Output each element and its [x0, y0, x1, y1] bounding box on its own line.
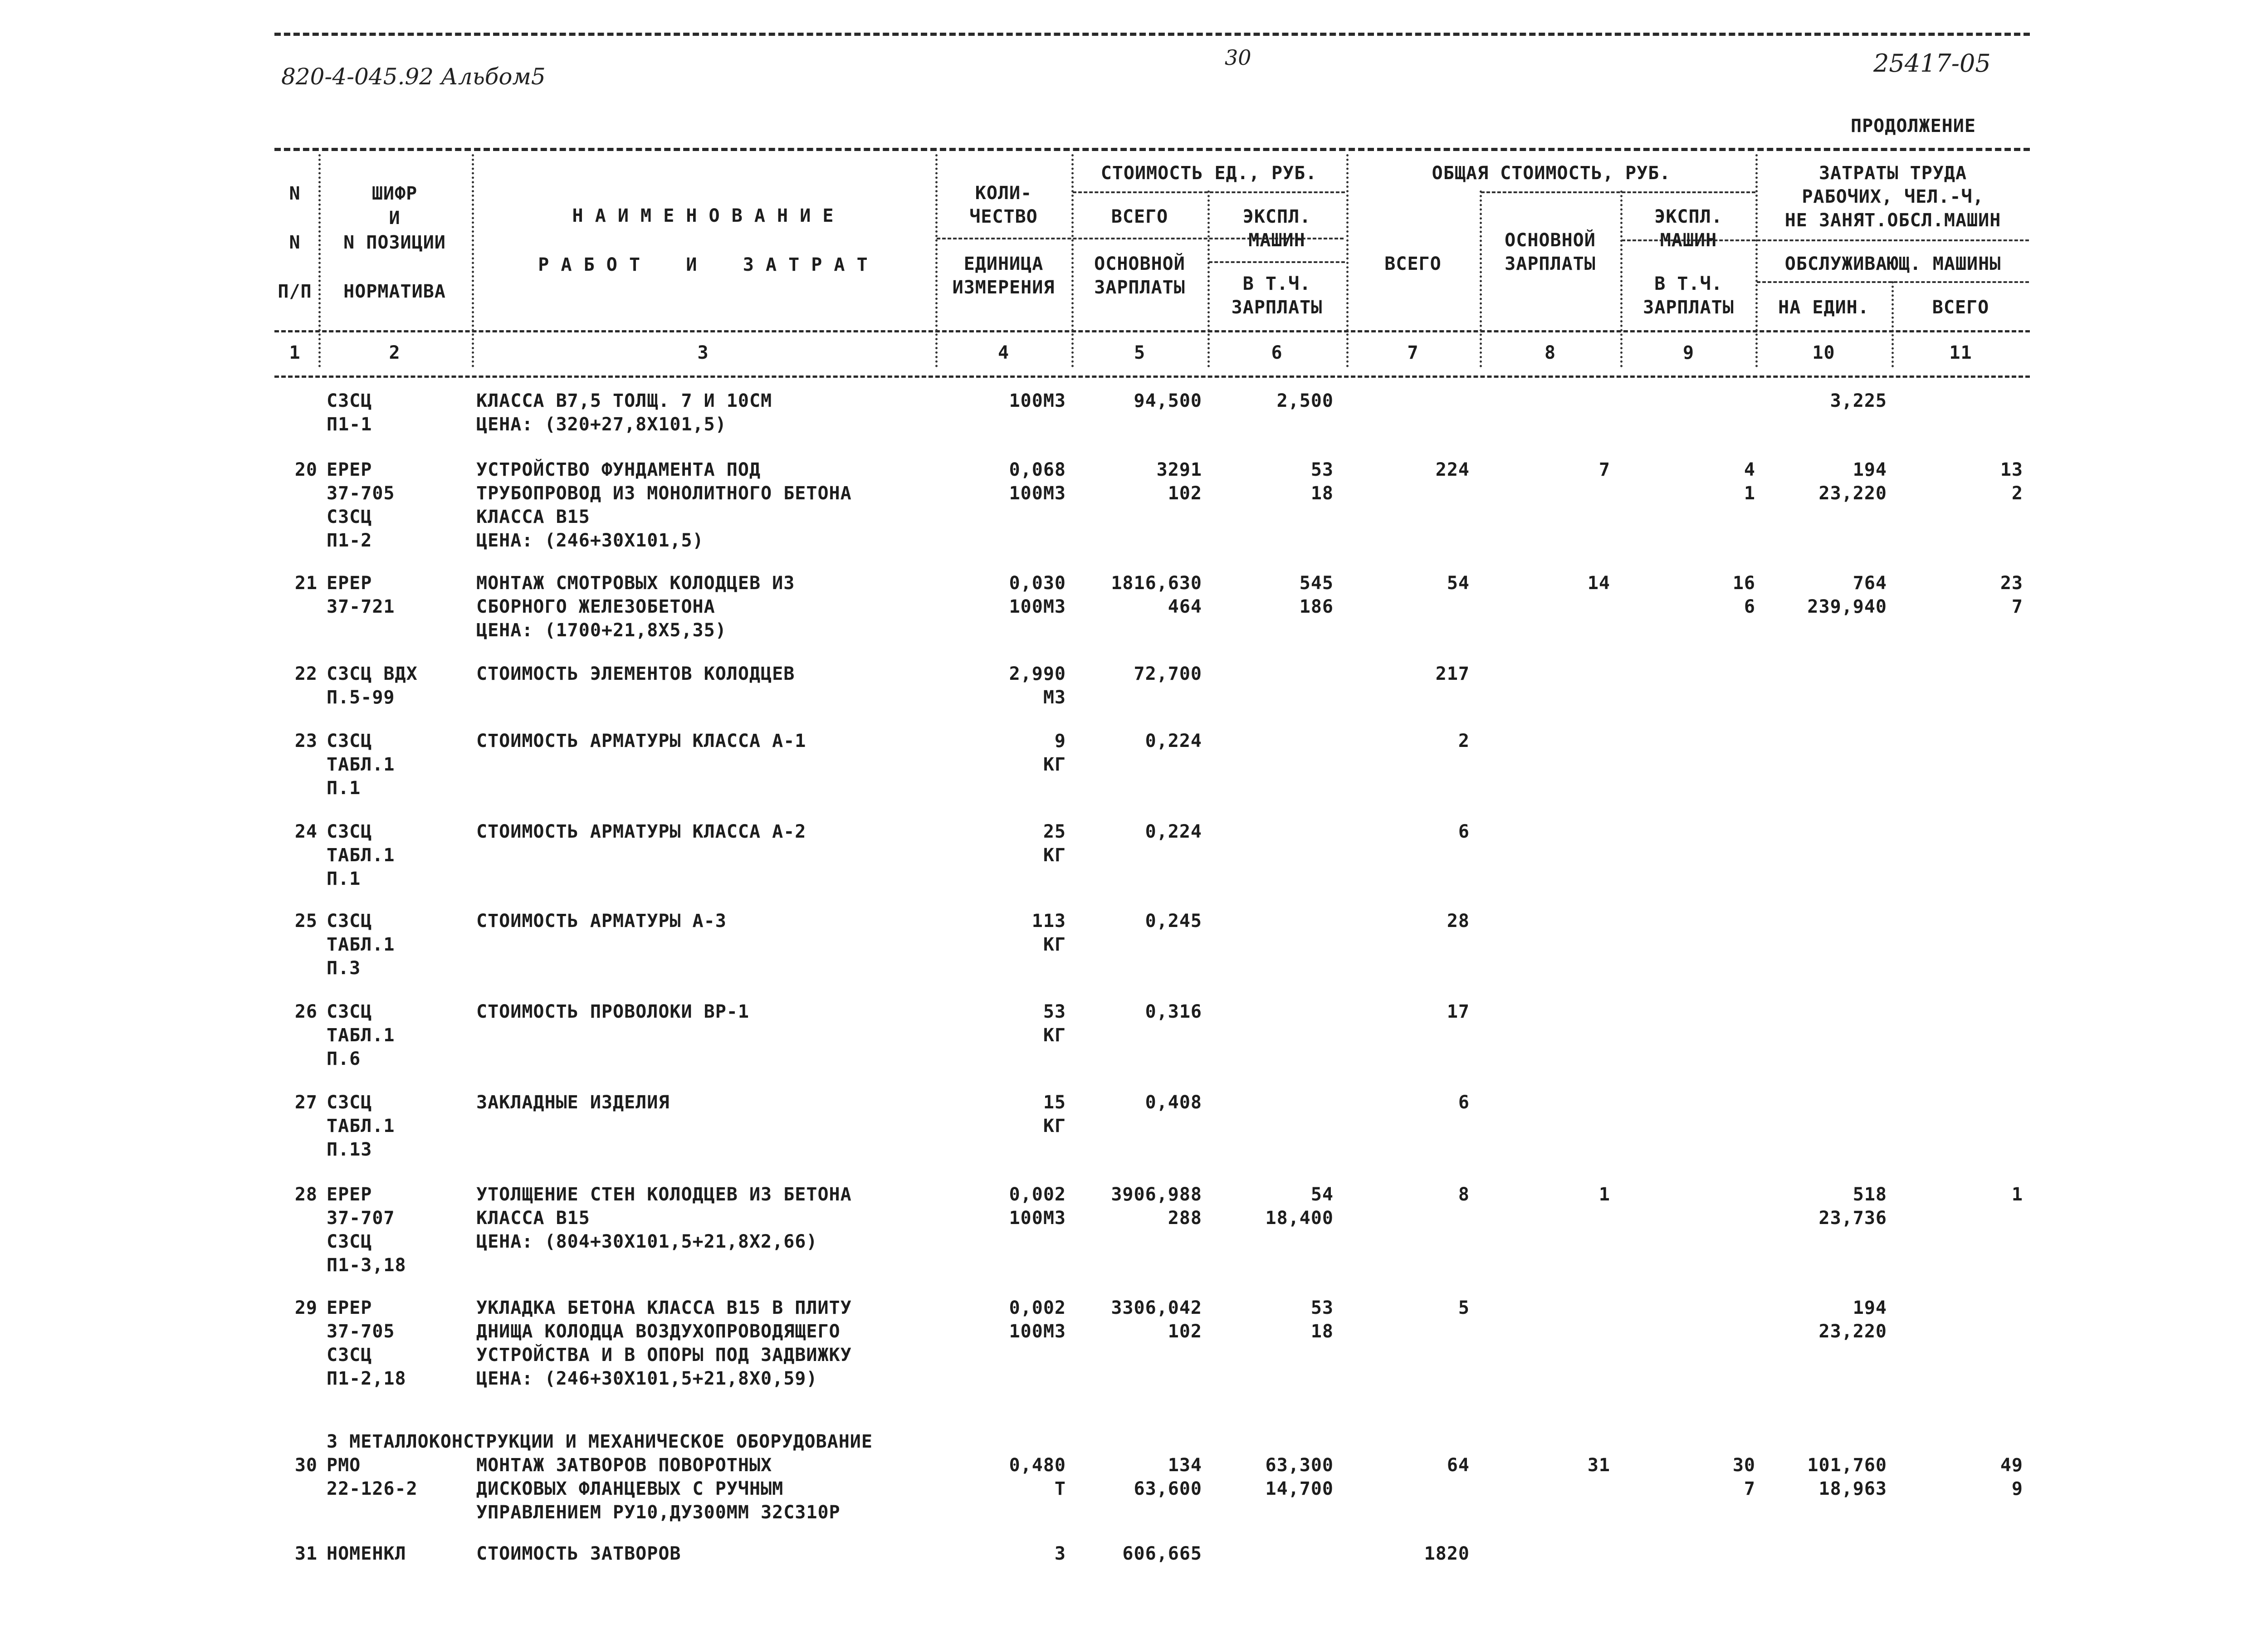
cell-total-all: 54: [1447, 573, 1470, 594]
cell-total-base: 31: [1587, 1455, 1610, 1476]
header-unit-mach: ЭКСПЛ. МАШИН: [1242, 206, 1311, 251]
cell-num: 25: [294, 911, 318, 932]
cell-num: 31: [294, 1543, 318, 1564]
cell-unit-all: 3291 102: [1156, 459, 1202, 504]
cell-unit-all: 0,224: [1145, 731, 1202, 751]
cell-labor-unit: 101,760 18,963: [1807, 1455, 1887, 1499]
cell-qty: 15 КГ: [1043, 1092, 1066, 1136]
header-unit-mach-wage: В Т.Ч. ЗАРПЛАТЫ: [1231, 273, 1323, 318]
cell-code: СЗСЦ ТАБЛ.1 П.6: [327, 1001, 395, 1069]
header-qty-1: КОЛИ- ЧЕСТВО: [969, 183, 1038, 227]
cell-labor-total: 13 2: [2000, 459, 2023, 504]
cell-num: 23: [294, 731, 318, 751]
cell-total-all: 64: [1447, 1455, 1470, 1476]
cell-total-all: 8: [1458, 1184, 1470, 1205]
cell-name: УСТРОЙСТВО ФУНДАМЕНТА ПОД ТРУБОПРОВОД ИЗ МОНОЛИТНОГО БЕТОНА КЛАССА В15 ЦЕНА: (246+30Х101,5): [476, 459, 852, 551]
col-number: 3: [697, 342, 709, 363]
cell-num: 27: [294, 1092, 318, 1113]
cell-name: СТОИМОСТЬ АРМАТУРЫ КЛАССА А-1: [476, 731, 807, 751]
cell-code: СЗСЦ ТАБЛ.1 П.13: [327, 1092, 395, 1160]
header-bottom-rule: [274, 330, 2030, 332]
cell-name: СТОИМОСТЬ ЭЛЕМЕНТОВ КОЛОДЦЕВ: [476, 663, 795, 684]
cell-total-all: 5: [1458, 1297, 1470, 1318]
header-name-2: Р А Б О Т И З А Т Р А Т: [538, 254, 868, 275]
header-name-1: Н А И М Е Н О В А Н И Е: [572, 205, 834, 226]
cell-qty: 2,990 М3: [1009, 663, 1066, 708]
cell-qty: 25 КГ: [1043, 821, 1066, 866]
page-number: 30: [1225, 45, 1251, 70]
header-labor-group: ЗАТРАТЫ ТРУДА РАБОЧИХ, ЧЕЛ.-Ч, НЕ ЗАНЯТ.ОБСЛ.МАШИН: [1784, 163, 2001, 231]
cell-unit-all: 94,500: [1134, 390, 1202, 411]
cell-total-base: 14: [1587, 573, 1610, 594]
cell-total-mach: 4 1: [1744, 459, 1755, 504]
cell-num: 24: [294, 821, 318, 842]
cell-num: 21: [294, 573, 318, 594]
header-total-base: ОСНОВНОЙ ЗАРПЛАТЫ: [1505, 230, 1596, 274]
cell-unit-all: 0,224: [1145, 821, 1202, 842]
cell-name: МОНТАЖ ЗАТВОРОВ ПОВОРОТНЫХ ДИСКОВЫХ ФЛАНЦЕВЫХ С РУЧНЫМ УПРАВЛЕНИЕМ РУ10,ДУ300ММ 32С310Р: [476, 1455, 841, 1523]
cell-total-all: 1820: [1424, 1543, 1470, 1564]
header-code: ШИФР И N ПОЗИЦИИ НОРМАТИВА: [343, 183, 446, 302]
project-code: 25417-05: [1873, 49, 1991, 78]
column-numbers-rule: [274, 376, 2030, 378]
cell-num: 26: [294, 1001, 318, 1022]
cell-unit-all: 1816,630 464: [1111, 573, 1202, 617]
header-num: N N П/П: [278, 183, 312, 302]
cell-unit-all: 3306,042 102: [1111, 1297, 1202, 1342]
col-number: 1: [289, 342, 301, 363]
header-labor-group-2: ОБСЛУЖИВАЮЩ. МАШИНЫ: [1784, 254, 2001, 274]
cell-name: СТОИМОСТЬ ЗАТВОРОВ: [476, 1543, 681, 1564]
cell-name: УТОЛЩЕНИЕ СТЕН КОЛОДЦЕВ ИЗ БЕТОНА КЛАССА В15 ЦЕНА: (804+30Х101,5+21,8Х2,66): [476, 1184, 852, 1252]
unit-mach-subrule: [1209, 261, 1345, 263]
header-total-mach-wage: В Т.Ч. ЗАРПЛАТЫ: [1643, 273, 1734, 318]
col-number: 9: [1682, 342, 1695, 363]
cell-labor-unit: 518 23,736: [1818, 1184, 1887, 1229]
top-rule: [274, 33, 2030, 36]
cell-unit-mach: 545 186: [1299, 573, 1334, 617]
cell-unit-mach: 53 18: [1310, 459, 1334, 504]
cell-unit-all: 134 63,600: [1134, 1455, 1202, 1499]
cell-unit-mach: 54 18,400: [1265, 1184, 1334, 1229]
doc-code: 820-4-045.92 Альбом5: [281, 63, 546, 90]
cell-qty: 0,068 100М3: [1009, 459, 1066, 504]
col-number: 5: [1134, 342, 1146, 363]
cell-unit-all: 0,316: [1145, 1001, 1202, 1022]
section-heading: 3 МЕТАЛЛОКОНСТРУКЦИИ И МЕХАНИЧЕСКОЕ ОБОРУДОВАНИЕ: [327, 1431, 873, 1452]
cell-code: НОМЕНКЛ: [327, 1543, 406, 1564]
header-total-mach: ЭКСПЛ. МАШИН: [1654, 206, 1723, 251]
cell-qty: 0,030 100М3: [1009, 573, 1066, 617]
cell-unit-all: 3906,988 288: [1111, 1184, 1202, 1229]
header-unit-all: ВСЕГО: [1111, 206, 1168, 227]
cell-qty: 0,480 Т: [1009, 1455, 1066, 1499]
cell-total-all: 224: [1435, 459, 1470, 480]
continuation-label: ПРОДОЛЖЕНИЕ: [1851, 116, 1976, 137]
unit-cost-subrule: [1073, 191, 1345, 193]
cell-name: МОНТАЖ СМОТРОВЫХ КОЛОДЦЕВ ИЗ СБОРНОГО ЖЕЛЕЗОБЕТОНА ЦЕНА: (1700+21,8Х5,35): [476, 573, 795, 641]
col-number: 7: [1407, 342, 1419, 363]
cell-code: ЕРЕР 37-707 СЗСЦ П1-3,18: [327, 1184, 406, 1276]
cell-total-mach: 30 7: [1732, 1455, 1755, 1499]
cell-num: 22: [294, 663, 318, 684]
cell-unit-mach: 53 18: [1310, 1297, 1334, 1342]
col-number: 10: [1812, 342, 1835, 363]
cell-name: СТОИМОСТЬ АРМАТУРЫ А-3: [476, 911, 727, 932]
cell-num: 30: [294, 1455, 318, 1476]
cell-code: СЗСЦ ВДХ П.5-99: [327, 663, 418, 708]
cell-qty: 100М3: [1009, 390, 1066, 411]
cell-total-all: 2: [1458, 731, 1470, 751]
cell-total-all: 6: [1458, 821, 1470, 842]
cell-qty: 0,002 100М3: [1009, 1184, 1066, 1229]
cell-labor-total: 49 9: [2000, 1455, 2023, 1499]
cell-name: КЛАССА В7,5 ТОЛЩ. 7 И 10СМ ЦЕНА: (320+27,8Х101,5): [476, 390, 772, 435]
cell-qty: 0,002 100М3: [1009, 1297, 1066, 1342]
cell-num: 29: [294, 1297, 318, 1318]
cell-total-all: 217: [1435, 663, 1470, 684]
col-number: 4: [997, 342, 1010, 363]
cell-unit-all: 0,408: [1145, 1092, 1202, 1113]
labor-subrule: [1757, 239, 2029, 241]
header-total-all: ВСЕГО: [1384, 254, 1442, 274]
cell-qty: 53 КГ: [1043, 1001, 1066, 1046]
header-labor-total: ВСЕГО: [1932, 297, 1989, 318]
cell-unit-all: 0,245: [1145, 911, 1202, 932]
cell-code: ЕРЕР 37-721: [327, 573, 395, 617]
cell-unit-all: 606,665: [1122, 1543, 1202, 1564]
labor-subrule-2: [1757, 281, 2029, 283]
header-qty-2: ЕДИНИЦА ИЗМЕРЕНИЯ: [952, 254, 1055, 298]
cell-code: ЕРЕР 37-705 СЗСЦ П1-2: [327, 459, 395, 551]
total-cost-subrule: [1481, 191, 1755, 193]
cell-code: СЗСЦ ТАБЛ.1 П.3: [327, 911, 395, 979]
cell-name: УКЛАДКА БЕТОНА КЛАССА В15 В ПЛИТУ ДНИЩА КОЛОДЦА ВОЗДУХОПРОВОДЯЩЕГО УСТРОЙСТВА И В ОПОРЫ ПОД ЗАДВИЖКУ ЦЕНА: (246+30Х101,5+21,8Х0,59): [476, 1297, 852, 1389]
header-unit-base: ОСНОВНОЙ ЗАРПЛАТЫ: [1094, 254, 1185, 298]
header-unit-cost-group: СТОИМОСТЬ ЕД., РУБ.: [1100, 163, 1317, 184]
cell-total-base: 7: [1598, 459, 1610, 480]
cell-name: СТОИМОСТЬ АРМАТУРЫ КЛАССА А-2: [476, 821, 807, 842]
cell-num: 20: [294, 459, 318, 480]
cell-labor-total: 1: [2011, 1184, 2023, 1205]
cell-code: СЗСЦ П1-1: [327, 390, 372, 435]
cell-total-all: 28: [1447, 911, 1470, 932]
cell-labor-unit: 3,225: [1830, 390, 1887, 411]
header-labor-unit: НА ЕДИН.: [1778, 297, 1869, 318]
cell-total-mach: 16 6: [1732, 573, 1755, 617]
cell-num: 28: [294, 1184, 318, 1205]
cell-labor-unit: 194 23,220: [1818, 459, 1887, 504]
cell-name: ЗАКЛАДНЫЕ ИЗДЕЛИЯ: [476, 1092, 670, 1113]
cell-code: ЕРЕР 37-705 СЗСЦ П1-2,18: [327, 1297, 406, 1389]
cell-unit-mach: 2,500: [1276, 390, 1334, 411]
header-top-rule: [274, 148, 2030, 151]
col-number: 11: [1949, 342, 1972, 363]
col-number: 2: [389, 342, 401, 363]
cell-code: РМО 22-126-2: [327, 1455, 418, 1499]
cell-qty: 113 КГ: [1031, 911, 1066, 955]
col-number: 8: [1544, 342, 1556, 363]
cell-name: СТОИМОСТЬ ПРОВОЛОКИ ВР-1: [476, 1001, 749, 1022]
cell-unit-all: 72,700: [1134, 663, 1202, 684]
cell-qty: 9 КГ: [1043, 731, 1066, 775]
cell-total-base: 1: [1598, 1184, 1610, 1205]
col-number: 6: [1271, 342, 1283, 363]
cell-labor-unit: 194 23,220: [1818, 1297, 1887, 1342]
cell-qty: 3: [1054, 1543, 1066, 1564]
cell-code: СЗСЦ ТАБЛ.1 П.1: [327, 731, 395, 799]
cell-total-all: 6: [1458, 1092, 1470, 1113]
header-total-cost-group: ОБЩАЯ СТОИМОСТЬ, РУБ.: [1432, 163, 1671, 184]
cell-unit-mach: 63,300 14,700: [1265, 1455, 1334, 1499]
cell-total-all: 17: [1447, 1001, 1470, 1022]
cell-labor-total: 23 7: [2000, 573, 2023, 617]
cell-code: СЗСЦ ТАБЛ.1 П.1: [327, 821, 395, 889]
cell-labor-unit: 764 239,940: [1807, 573, 1887, 617]
